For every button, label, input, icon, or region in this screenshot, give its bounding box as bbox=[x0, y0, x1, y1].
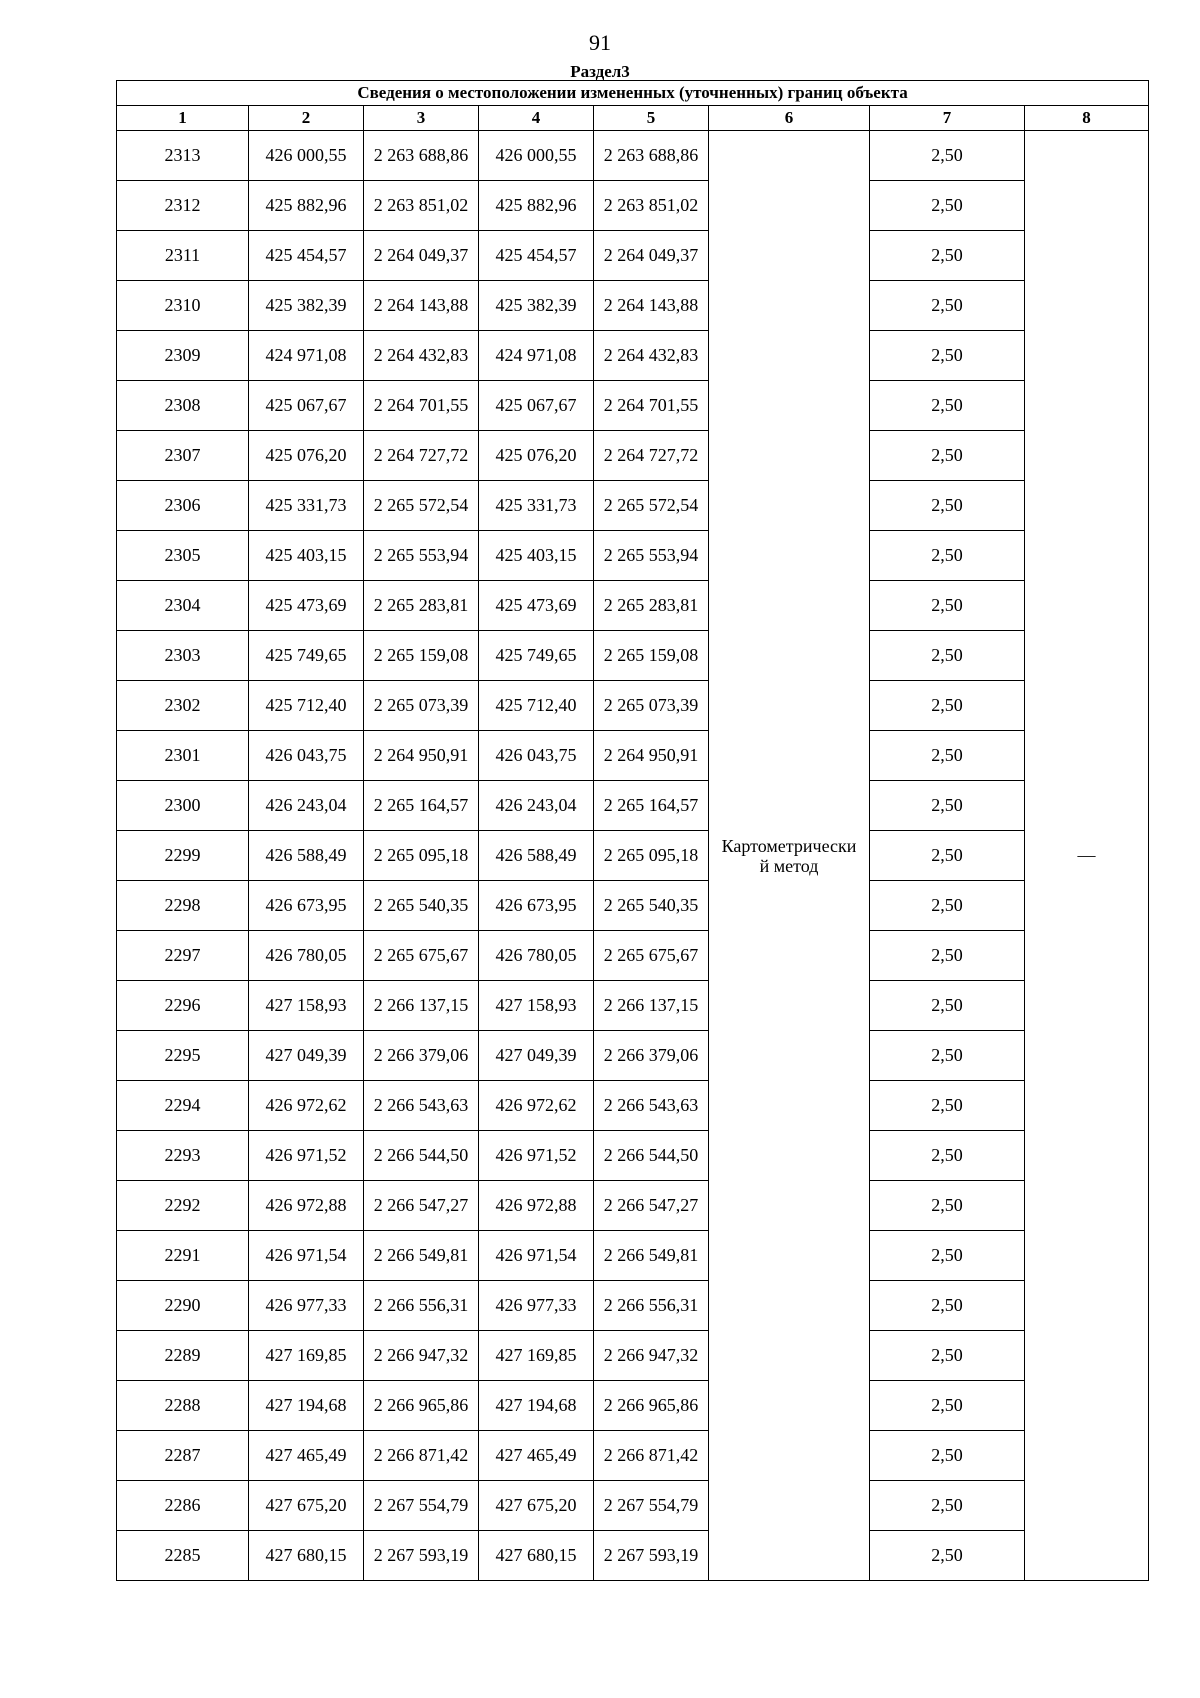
coordinate-cell: 2 267 554,79 bbox=[594, 1481, 709, 1531]
coordinate-cell: 426 043,75 bbox=[479, 731, 594, 781]
accuracy-cell: 2,50 bbox=[870, 1331, 1025, 1381]
coordinate-cell: 2 265 164,57 bbox=[594, 781, 709, 831]
coordinate-cell: 2 265 540,35 bbox=[594, 881, 709, 931]
coordinate-cell: 2 265 159,08 bbox=[364, 631, 479, 681]
coordinate-cell: 426 972,88 bbox=[479, 1181, 594, 1231]
coordinate-cell: 427 049,39 bbox=[249, 1031, 364, 1081]
coordinate-cell: 425 067,67 bbox=[479, 381, 594, 431]
accuracy-cell: 2,50 bbox=[870, 731, 1025, 781]
accuracy-cell: 2,50 bbox=[870, 181, 1025, 231]
coordinate-cell: 425 749,65 bbox=[479, 631, 594, 681]
coordinate-cell: 2 266 543,63 bbox=[594, 1081, 709, 1131]
table-row bbox=[117, 231, 1149, 281]
table-row bbox=[117, 381, 1149, 431]
column8-cell: — bbox=[1025, 131, 1149, 1581]
accuracy-cell: 2,50 bbox=[870, 1431, 1025, 1481]
coordinate-cell: 2 266 871,42 bbox=[364, 1431, 479, 1481]
accuracy-cell: 2,50 bbox=[870, 481, 1025, 531]
table-row bbox=[117, 631, 1149, 681]
coordinate-cell: 425 076,20 bbox=[479, 431, 594, 481]
coordinate-cell: 2 267 593,19 bbox=[364, 1531, 479, 1581]
coordinate-cell: 426 972,88 bbox=[249, 1181, 364, 1231]
coordinate-cell: 2 265 095,18 bbox=[594, 831, 709, 881]
coordinate-cell: 2 267 554,79 bbox=[364, 1481, 479, 1531]
point-number-cell: 2286 bbox=[117, 1481, 249, 1531]
coordinate-cell: 426 971,52 bbox=[249, 1131, 364, 1181]
table-row bbox=[117, 1431, 1149, 1481]
coordinate-cell: 2 264 049,37 bbox=[594, 231, 709, 281]
coordinate-cell: 427 158,93 bbox=[249, 981, 364, 1031]
coordinate-cell: 426 972,62 bbox=[249, 1081, 364, 1131]
page-number: 91 bbox=[589, 30, 611, 55]
table-row bbox=[117, 431, 1149, 481]
coordinate-cell: 426 243,04 bbox=[479, 781, 594, 831]
table-row bbox=[117, 1081, 1149, 1131]
point-number-cell: 2285 bbox=[117, 1531, 249, 1581]
point-number-cell: 2290 bbox=[117, 1281, 249, 1331]
accuracy-cell: 2,50 bbox=[870, 231, 1025, 281]
coordinate-cell: 426 977,33 bbox=[479, 1281, 594, 1331]
column-number: 4 bbox=[479, 106, 594, 131]
coordinate-cell: 427 680,15 bbox=[479, 1531, 594, 1581]
coordinate-cell: 426 971,54 bbox=[479, 1231, 594, 1281]
point-number-cell: 2289 bbox=[117, 1331, 249, 1381]
point-number-cell: 2295 bbox=[117, 1031, 249, 1081]
coordinate-cell: 2 265 159,08 bbox=[594, 631, 709, 681]
coordinate-cell: 2 265 675,67 bbox=[364, 931, 479, 981]
coordinate-cell: 427 680,15 bbox=[249, 1531, 364, 1581]
coordinate-cell: 424 971,08 bbox=[249, 331, 364, 381]
table-row bbox=[117, 1481, 1149, 1531]
table-row bbox=[117, 1231, 1149, 1281]
coordinate-cell: 425 882,96 bbox=[479, 181, 594, 231]
coordinate-cell: 2 266 549,81 bbox=[594, 1231, 709, 1281]
coordinate-cell: 2 263 688,86 bbox=[594, 131, 709, 181]
coordinate-cell: 426 971,54 bbox=[249, 1231, 364, 1281]
point-number-cell: 2307 bbox=[117, 431, 249, 481]
coordinate-cell: 426 977,33 bbox=[249, 1281, 364, 1331]
coordinate-cell: 427 169,85 bbox=[249, 1331, 364, 1381]
point-number-cell: 2303 bbox=[117, 631, 249, 681]
table-row bbox=[117, 181, 1149, 231]
coordinate-cell: 425 403,15 bbox=[479, 531, 594, 581]
table-row bbox=[117, 481, 1149, 531]
accuracy-cell: 2,50 bbox=[870, 131, 1025, 181]
point-number-cell: 2311 bbox=[117, 231, 249, 281]
coordinate-cell: 2 265 553,94 bbox=[594, 531, 709, 581]
point-number-cell: 2296 bbox=[117, 981, 249, 1031]
accuracy-cell: 2,50 bbox=[870, 1181, 1025, 1231]
table-row bbox=[117, 531, 1149, 581]
coordinate-cell: 425 076,20 bbox=[249, 431, 364, 481]
coordinate-cell: 2 264 432,83 bbox=[594, 331, 709, 381]
table-row bbox=[117, 1381, 1149, 1431]
coordinate-cell: 2 266 379,06 bbox=[594, 1031, 709, 1081]
column-number: 6 bbox=[709, 106, 870, 131]
coordinate-cell: 2 266 547,27 bbox=[364, 1181, 479, 1231]
coordinate-cell: 426 673,95 bbox=[479, 881, 594, 931]
coordinate-cell: 2 266 556,31 bbox=[364, 1281, 479, 1331]
accuracy-cell: 2,50 bbox=[870, 531, 1025, 581]
coordinate-cell: 425 382,39 bbox=[479, 281, 594, 331]
point-number-cell: 2313 bbox=[117, 131, 249, 181]
method-line-2: й метод bbox=[759, 855, 819, 876]
coordinate-cell: 2 266 965,86 bbox=[364, 1381, 479, 1431]
coordinate-cell: 2 266 547,27 bbox=[594, 1181, 709, 1231]
coordinate-cell: 426 000,55 bbox=[479, 131, 594, 181]
coordinate-cell: 2 266 549,81 bbox=[364, 1231, 479, 1281]
coordinate-cell: 2 265 572,54 bbox=[364, 481, 479, 531]
coordinate-cell: 425 882,96 bbox=[249, 181, 364, 231]
table-row bbox=[117, 781, 1149, 831]
coordinate-cell: 425 749,65 bbox=[249, 631, 364, 681]
point-number-cell: 2302 bbox=[117, 681, 249, 731]
coordinate-cell: 427 158,93 bbox=[479, 981, 594, 1031]
table-row bbox=[117, 881, 1149, 931]
point-number-cell: 2312 bbox=[117, 181, 249, 231]
table-title: Сведения о местоположении измененных (уточненных) границ объекта bbox=[117, 81, 1149, 106]
coordinate-cell: 2 265 283,81 bbox=[364, 581, 479, 631]
coordinate-cell: 2 265 572,54 bbox=[594, 481, 709, 531]
accuracy-cell: 2,50 bbox=[870, 981, 1025, 1031]
coordinate-cell: 2 264 432,83 bbox=[364, 331, 479, 381]
coordinate-cell: 425 473,69 bbox=[479, 581, 594, 631]
point-number-cell: 2300 bbox=[117, 781, 249, 831]
table-row bbox=[117, 831, 1149, 881]
coordinate-cell: 2 264 727,72 bbox=[594, 431, 709, 481]
coordinate-cell: 2 263 851,02 bbox=[364, 181, 479, 231]
coordinate-cell: 426 243,04 bbox=[249, 781, 364, 831]
table-row bbox=[117, 1281, 1149, 1331]
column-number: 3 bbox=[364, 106, 479, 131]
point-number-cell: 2301 bbox=[117, 731, 249, 781]
point-number-cell: 2306 bbox=[117, 481, 249, 531]
coordinate-cell: 2 264 701,55 bbox=[364, 381, 479, 431]
coordinate-cell: 426 043,75 bbox=[249, 731, 364, 781]
accuracy-cell: 2,50 bbox=[870, 281, 1025, 331]
accuracy-cell: 2,50 bbox=[870, 1031, 1025, 1081]
accuracy-cell: 2,50 bbox=[870, 681, 1025, 731]
coordinate-cell: 426 971,52 bbox=[479, 1131, 594, 1181]
coordinate-cell: 425 454,57 bbox=[249, 231, 364, 281]
point-number-cell: 2304 bbox=[117, 581, 249, 631]
coordinate-cell: 427 465,49 bbox=[479, 1431, 594, 1481]
coordinate-cell: 426 588,49 bbox=[479, 831, 594, 881]
coordinate-cell: 427 049,39 bbox=[479, 1031, 594, 1081]
coordinate-cell: 427 194,68 bbox=[479, 1381, 594, 1431]
accuracy-cell: 2,50 bbox=[870, 1281, 1025, 1331]
coordinate-cell: 2 266 137,15 bbox=[594, 981, 709, 1031]
accuracy-cell: 2,50 bbox=[870, 881, 1025, 931]
coordinate-cell: 426 673,95 bbox=[249, 881, 364, 931]
accuracy-cell: 2,50 bbox=[870, 631, 1025, 681]
coordinate-cell: 425 331,73 bbox=[249, 481, 364, 531]
coordinate-cell: 425 454,57 bbox=[479, 231, 594, 281]
coordinate-cell: 2 266 965,86 bbox=[594, 1381, 709, 1431]
accuracy-cell: 2,50 bbox=[870, 1531, 1025, 1581]
coordinate-cell: 425 473,69 bbox=[249, 581, 364, 631]
table-row bbox=[117, 1031, 1149, 1081]
section-title: Раздел3 bbox=[570, 62, 630, 81]
accuracy-cell: 2,50 bbox=[870, 831, 1025, 881]
column-number: 5 bbox=[594, 106, 709, 131]
coordinate-cell: 427 675,20 bbox=[249, 1481, 364, 1531]
table-row bbox=[117, 131, 1149, 181]
method-line-1: Картометрически bbox=[721, 835, 857, 856]
coordinate-cell: 2 264 701,55 bbox=[594, 381, 709, 431]
coordinate-cell: 425 403,15 bbox=[249, 531, 364, 581]
coordinate-cell: 2 265 540,35 bbox=[364, 881, 479, 931]
coordinate-cell: 2 267 593,19 bbox=[594, 1531, 709, 1581]
point-number-cell: 2308 bbox=[117, 381, 249, 431]
coordinate-cell: 427 675,20 bbox=[479, 1481, 594, 1531]
coordinate-cell: 425 331,73 bbox=[479, 481, 594, 531]
coordinate-cell: 2 266 871,42 bbox=[594, 1431, 709, 1481]
point-number-cell: 2287 bbox=[117, 1431, 249, 1481]
table-row bbox=[117, 1531, 1149, 1581]
coordinate-cell: 2 265 073,39 bbox=[594, 681, 709, 731]
point-number-cell: 2310 bbox=[117, 281, 249, 331]
accuracy-cell: 2,50 bbox=[870, 781, 1025, 831]
point-number-cell: 2305 bbox=[117, 531, 249, 581]
coordinate-cell: 2 264 727,72 bbox=[364, 431, 479, 481]
coordinate-cell: 2 266 556,31 bbox=[594, 1281, 709, 1331]
table-row bbox=[117, 681, 1149, 731]
coordinate-cell: 427 194,68 bbox=[249, 1381, 364, 1431]
coordinate-cell: 2 266 544,50 bbox=[594, 1131, 709, 1181]
accuracy-cell: 2,50 bbox=[870, 931, 1025, 981]
coordinate-cell: 2 265 553,94 bbox=[364, 531, 479, 581]
coordinate-cell: 2 264 143,88 bbox=[594, 281, 709, 331]
boundary-table bbox=[116, 80, 1149, 1581]
coordinate-cell: 2 264 950,91 bbox=[594, 731, 709, 781]
accuracy-cell: 2,50 bbox=[870, 1381, 1025, 1431]
coordinate-cell: 426 972,62 bbox=[479, 1081, 594, 1131]
coordinate-cell: 425 382,39 bbox=[249, 281, 364, 331]
coordinate-cell: 2 266 947,32 bbox=[364, 1331, 479, 1381]
coordinate-cell: 2 264 049,37 bbox=[364, 231, 479, 281]
coordinate-cell: 427 465,49 bbox=[249, 1431, 364, 1481]
table-row bbox=[117, 581, 1149, 631]
point-number-cell: 2297 bbox=[117, 931, 249, 981]
coordinate-cell: 2 265 073,39 bbox=[364, 681, 479, 731]
table-row bbox=[117, 731, 1149, 781]
coordinate-cell: 2 266 544,50 bbox=[364, 1131, 479, 1181]
coordinate-cell: 2 265 095,18 bbox=[364, 831, 479, 881]
point-number-cell: 2299 bbox=[117, 831, 249, 881]
point-number-cell: 2298 bbox=[117, 881, 249, 931]
accuracy-cell: 2,50 bbox=[870, 381, 1025, 431]
point-number-cell: 2309 bbox=[117, 331, 249, 381]
point-number-cell: 2288 bbox=[117, 1381, 249, 1431]
coordinate-cell: 2 264 143,88 bbox=[364, 281, 479, 331]
column-number: 2 bbox=[249, 106, 364, 131]
point-number-cell: 2291 bbox=[117, 1231, 249, 1281]
coordinate-cell: 2 266 137,15 bbox=[364, 981, 479, 1031]
accuracy-cell: 2,50 bbox=[870, 1481, 1025, 1531]
table-row bbox=[117, 981, 1149, 1031]
coordinate-cell: 2 266 543,63 bbox=[364, 1081, 479, 1131]
coordinate-cell: 2 263 688,86 bbox=[364, 131, 479, 181]
table-row bbox=[117, 1131, 1149, 1181]
coordinate-cell: 426 780,05 bbox=[479, 931, 594, 981]
point-number-cell: 2292 bbox=[117, 1181, 249, 1231]
table-row bbox=[117, 1331, 1149, 1381]
column-number: 8 bbox=[1025, 106, 1149, 131]
coordinate-cell: 425 067,67 bbox=[249, 381, 364, 431]
column-number: 7 bbox=[870, 106, 1025, 131]
accuracy-cell: 2,50 bbox=[870, 1131, 1025, 1181]
coordinate-cell: 2 266 947,32 bbox=[594, 1331, 709, 1381]
coordinate-cell: 427 169,85 bbox=[479, 1331, 594, 1381]
accuracy-cell: 2,50 bbox=[870, 1231, 1025, 1281]
coordinate-cell: 426 780,05 bbox=[249, 931, 364, 981]
point-number-cell: 2294 bbox=[117, 1081, 249, 1131]
table-row bbox=[117, 1181, 1149, 1231]
coordinate-cell: 2 265 283,81 bbox=[594, 581, 709, 631]
coordinate-cell: 426 588,49 bbox=[249, 831, 364, 881]
table-row bbox=[117, 931, 1149, 981]
coordinate-cell: 425 712,40 bbox=[479, 681, 594, 731]
coordinate-cell: 2 266 379,06 bbox=[364, 1031, 479, 1081]
column-number: 1 bbox=[117, 106, 249, 131]
coordinate-cell: 426 000,55 bbox=[249, 131, 364, 181]
coordinate-cell: 425 712,40 bbox=[249, 681, 364, 731]
coordinate-cell: 424 971,08 bbox=[479, 331, 594, 381]
method-cell bbox=[709, 131, 870, 1581]
point-number-cell: 2293 bbox=[117, 1131, 249, 1181]
coordinate-cell: 2 265 164,57 bbox=[364, 781, 479, 831]
accuracy-cell: 2,50 bbox=[870, 431, 1025, 481]
accuracy-cell: 2,50 bbox=[870, 1081, 1025, 1131]
coordinate-cell: 2 265 675,67 bbox=[594, 931, 709, 981]
table-row bbox=[117, 281, 1149, 331]
table-row bbox=[117, 331, 1149, 381]
coordinate-cell: 2 264 950,91 bbox=[364, 731, 479, 781]
accuracy-cell: 2,50 bbox=[870, 581, 1025, 631]
accuracy-cell: 2,50 bbox=[870, 331, 1025, 381]
coordinate-cell: 2 263 851,02 bbox=[594, 181, 709, 231]
